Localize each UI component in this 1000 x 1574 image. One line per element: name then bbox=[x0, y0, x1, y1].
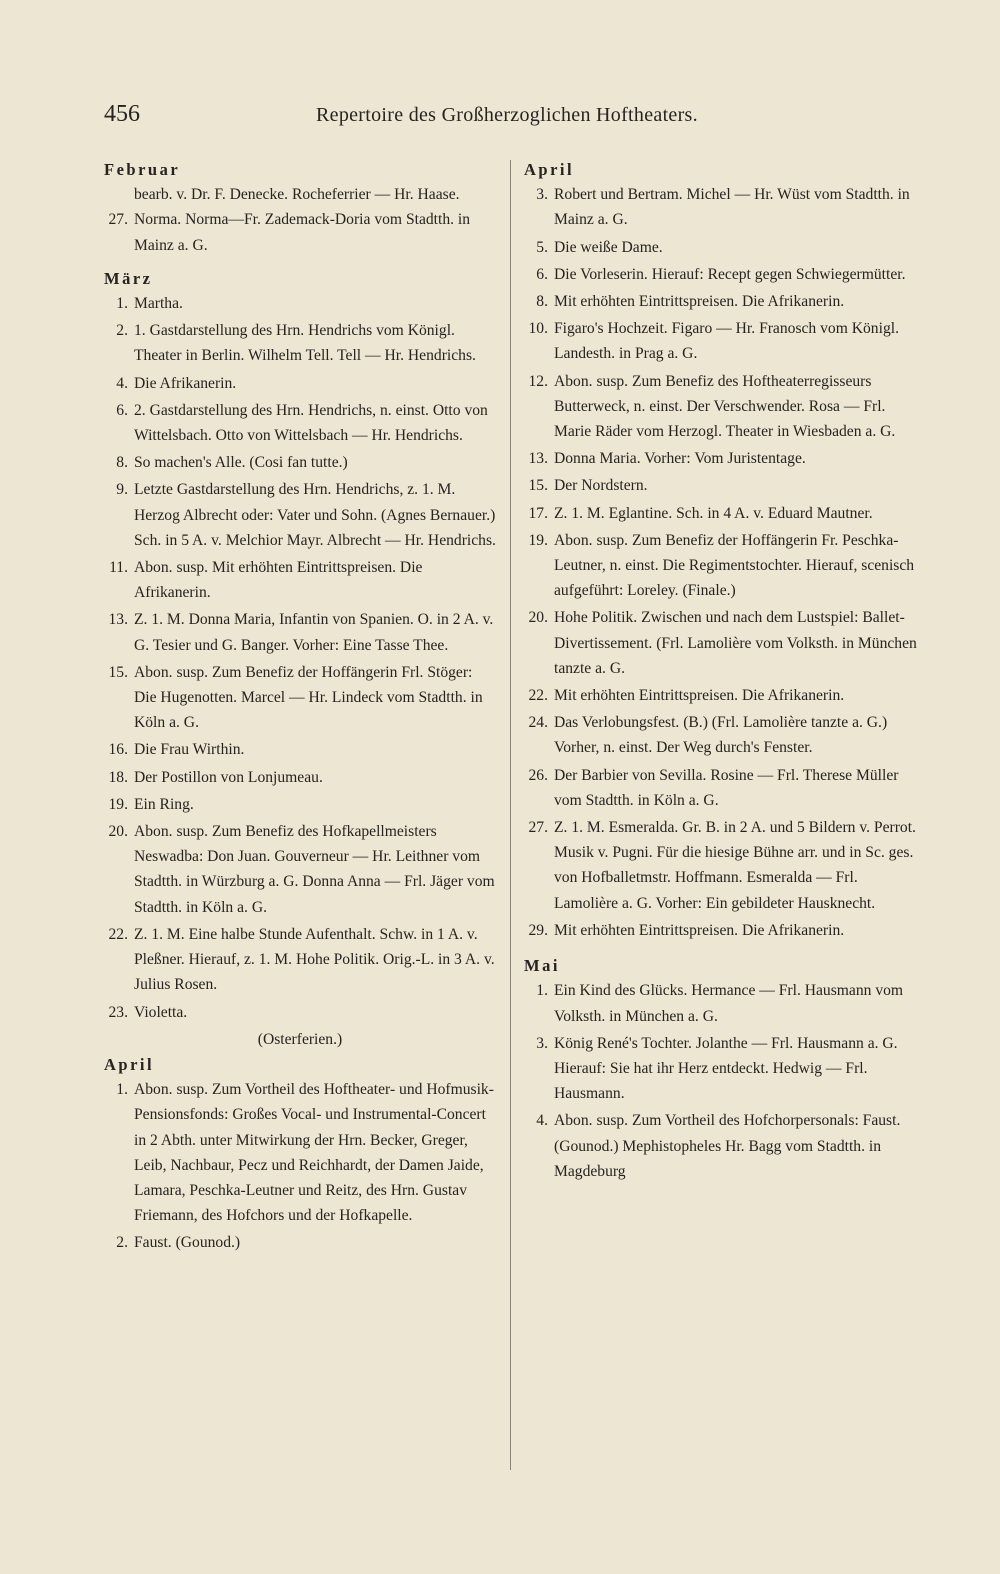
entry-date: 29. bbox=[528, 921, 548, 939]
entry-text: Ein Ring. bbox=[134, 795, 194, 813]
list-item bbox=[104, 398, 496, 448]
list-item bbox=[104, 607, 496, 657]
entry-text: Z. 1. M. Eine halbe Stunde Aufenthalt. Schw. in 1 A. v. Pleßner. Hierauf, z. 1. M. Hohe Politik. Orig.-L. in 3 A. v. Julius Rosen. bbox=[134, 925, 495, 994]
entry-date: 13. bbox=[528, 450, 548, 468]
entry-text: Abon. susp. Zum Benefiz des Hoftheaterregisseurs Butterweck, n. einst. Der Verschwender. Rosa — Frl. Marie Räder vom Herzogl. Theater in Wiesbaden a. G. bbox=[554, 372, 896, 441]
entry-date: 2. bbox=[116, 322, 128, 340]
entry-text: König René's Tochter. Jolanthe — Frl. Hausmann a. G. Hierauf: Sie hat ihr Herz entdeckt. Hedwig — Frl. Hausmann. bbox=[554, 1034, 898, 1103]
entry-date: 24. bbox=[528, 714, 548, 732]
list-item bbox=[524, 182, 919, 232]
entry-text: Z. 1. M. Esmeralda. Gr. B. in 2 A. und 5 Bildern v. Perrot. Musik v. Pugni. Für die hiesige Bühne arr. und in Sc. ges. von Hofballetmstr. Hoffmann. Esmeralda — Frl. Lamolière a. G. Vorher: Ein gebildeter Hausknecht. bbox=[554, 819, 916, 912]
list-item bbox=[524, 1108, 919, 1184]
entry-date: 10. bbox=[528, 320, 548, 338]
list-item bbox=[524, 815, 919, 916]
entry-text: Violetta. bbox=[134, 1003, 188, 1021]
entry-date: 27. bbox=[528, 819, 548, 837]
list-item bbox=[524, 978, 919, 1028]
entry-text: Mit erhöhten Eintrittspreisen. Die Afrikanerin. bbox=[554, 687, 845, 705]
entry-text: Abon. susp. Zum Vortheil des Hofchorpersonals: Faust. (Gounod.) Mephistopheles Hr. Bagg vom Stadtth. in Magdeburg bbox=[554, 1112, 901, 1180]
right-column bbox=[524, 157, 919, 1186]
list-item bbox=[524, 528, 919, 604]
entry-date: 9. bbox=[116, 481, 128, 499]
list-item bbox=[104, 555, 496, 605]
entry-text: Faust. (Gounod.) bbox=[134, 1234, 241, 1252]
entry-date: 12. bbox=[528, 372, 548, 390]
list-item bbox=[524, 446, 919, 471]
osterferien-note: (Osterferien.) bbox=[257, 1030, 343, 1048]
list-item bbox=[524, 473, 919, 498]
month-heading-februar: Februar bbox=[104, 160, 181, 179]
entry-text: Das Verlobungsfest. (B.) (Frl. Lamolière tanzte a. G.) Vorher, n. einst. Der Weg durch's Fenster. bbox=[554, 714, 888, 757]
list-item bbox=[104, 477, 496, 553]
entry-date: 18. bbox=[108, 768, 128, 786]
month-heading-april-cont: April bbox=[524, 160, 575, 179]
entry-date: 4. bbox=[536, 1112, 548, 1130]
entry-date: 4. bbox=[116, 374, 128, 392]
entry-text: Der Nordstern. bbox=[554, 477, 648, 495]
april-list-left bbox=[104, 1077, 496, 1255]
list-item bbox=[524, 235, 919, 260]
entry-date: 16. bbox=[108, 741, 128, 759]
list-item bbox=[104, 819, 496, 920]
entry-text: 2. Gastdarstellung des Hrn. Hendrichs, n. einst. Otto von Wittelsbach. Otto von Wittelsbach — Hr. Hendrichs. bbox=[134, 401, 488, 445]
list-item bbox=[104, 450, 496, 475]
entry-text: Donna Maria. Vorher: Vom Juristentage. bbox=[554, 450, 806, 468]
entry-text: Mit erhöhten Eintrittspreisen. Die Afrikanerin. bbox=[554, 293, 845, 311]
entry-date: 1. bbox=[116, 1081, 128, 1099]
entry-date: 19. bbox=[528, 531, 548, 549]
column-divider bbox=[510, 160, 511, 1470]
entry-date: 15. bbox=[108, 663, 128, 681]
entry-text: Abon. susp. Zum Benefiz der Hoffängerin Frl. Stöger: Die Hugenotten. Marcel — Hr. Lindeck vom Stadtth. in Köln a. G. bbox=[134, 663, 483, 732]
entry-text: Mit erhöhten Eintrittspreisen. Die Afrikanerin. bbox=[554, 921, 845, 939]
entry-text: Die Frau Wirthin. bbox=[134, 741, 245, 759]
entry-date: 6. bbox=[536, 265, 548, 283]
list-item bbox=[104, 291, 496, 316]
entry-text: Letzte Gastdarstellung des Hrn. Hendrichs, z. 1. M. Herzog Albrecht oder: Vater und Sohn. (Agnes Bernauer.) Sch. in 5 A. v. Melchior Mayr. Albrecht — Hr. Hendrichs. bbox=[134, 481, 496, 549]
entry-text: Abon. susp. Mit erhöhten Eintrittspreisen. Die Afrikanerin. bbox=[134, 559, 423, 602]
list-item bbox=[104, 371, 496, 396]
entry-date: 3. bbox=[536, 186, 548, 204]
entry-text: Robert und Bertram. Michel — Hr. Wüst vom Stadtth. in Mainz a. G. bbox=[554, 186, 910, 229]
entry-text: Z. 1. M. Eglantine. Sch. in 4 A. v. Eduard Mautner. bbox=[554, 504, 873, 522]
list-item bbox=[524, 316, 919, 366]
entry-text: 1. Gastdarstellung des Hrn. Hendrichs vom Königl. Theater in Berlin. Wilhelm Tell. Tell — Hr. Hendrichs. bbox=[134, 322, 476, 365]
entry-text: Ein Kind des Glücks. Hermance — Frl. Hausmann vom Volksth. in München a. G. bbox=[554, 982, 904, 1025]
entry-text: Die Vorleserin. Hierauf: Recept gegen Schwiegermütter. bbox=[554, 265, 906, 283]
entry-date: 1. bbox=[116, 295, 128, 313]
list-item bbox=[524, 262, 919, 287]
maerz-list bbox=[104, 291, 496, 1025]
entry-date: 11. bbox=[109, 559, 128, 577]
list-item bbox=[104, 660, 496, 736]
month-heading-mai: Mai bbox=[524, 956, 560, 976]
continued-text: bearb. v. Dr. F. Denecke. Rocheferrier — Hr. Haase. bbox=[134, 186, 460, 204]
list-item bbox=[104, 737, 496, 762]
entry-date: 20. bbox=[108, 823, 128, 841]
entry-date: 8. bbox=[536, 293, 548, 311]
list-item bbox=[524, 501, 919, 526]
entry-date: 22. bbox=[528, 687, 548, 705]
list-item bbox=[524, 683, 919, 708]
list-item bbox=[524, 763, 919, 813]
entry-date: 6. bbox=[116, 401, 128, 419]
list-item bbox=[524, 918, 919, 943]
entry-text: Die Afrikanerin. bbox=[134, 374, 237, 392]
entry-text: So machen's Alle. (Cosi fan tutte.) bbox=[134, 454, 348, 472]
entry-text: Der Postillon von Lonjumeau. bbox=[134, 768, 323, 786]
entry-text: Norma. Norma—Fr. Zademack-Doria vom Stadtth. in Mainz a. G. bbox=[134, 211, 471, 254]
entry-date: 1. bbox=[536, 982, 548, 1000]
entry-text: Der Barbier von Sevilla. Rosine — Frl. Therese Müller vom Stadtth. in Köln a. G. bbox=[554, 766, 899, 809]
list-item bbox=[104, 1000, 496, 1025]
entry-text: Die weiße Dame. bbox=[554, 238, 663, 256]
left-column bbox=[104, 157, 496, 1258]
entry-date: 8. bbox=[116, 454, 128, 472]
list-item bbox=[524, 1031, 919, 1107]
list-item bbox=[104, 207, 496, 257]
list-item bbox=[524, 605, 919, 681]
page-number: 456 bbox=[104, 101, 140, 127]
entry-text: Z. 1. M. Donna Maria, Infantin von Spanien. O. in 2 A. v. G. Tesier und G. Banger. Vorher: Eine Tasse Thee. bbox=[134, 611, 494, 654]
entry-date: 26. bbox=[528, 766, 548, 784]
entry-date: 2. bbox=[116, 1234, 128, 1252]
entry-text: Abon. susp. Zum Vortheil des Hoftheater- und Hofmusik-Pensionsfonds: Großes Vocal- und Instrumental-Concert in 2 Abth. unter Mitwirkung der Hrn. Becker, Greger, Leib, Nachbaur, Pecz und Reichhardt, der Damen Jaide, Lamara, Peschka-Leutner und Reitz, des Hrn. Gustav Friemann, des Hofchors und der Hofkapelle. bbox=[134, 1081, 494, 1225]
entry-text: Figaro's Hochzeit. Figaro — Hr. Franosch vom Königl. Landesth. in Prag a. G. bbox=[554, 320, 899, 363]
entry-date: 27. bbox=[108, 211, 128, 229]
mai-list bbox=[524, 978, 919, 1184]
list-item bbox=[524, 369, 919, 445]
list-item bbox=[104, 922, 496, 998]
entry-text: Hohe Politik. Zwischen und nach dem Lustspiel: Ballet-Divertissement. (Frl. Lamolière vom Volksth. in München tanzte a. G. bbox=[554, 609, 917, 677]
list-item bbox=[104, 765, 496, 790]
list-item bbox=[104, 318, 496, 368]
entry-text: Abon. susp. Zum Benefiz des Hofkapellmeisters Neswadba: Don Juan. Gouverneur — Hr. Leithner vom Stadtth. in Würzburg a. G. Donna Anna — Frl. Jäger vom Stadtth. in Köln a. G. bbox=[134, 823, 495, 916]
entry-date: 5. bbox=[536, 238, 548, 256]
entry-text: Abon. susp. Zum Benefiz der Hoffängerin Fr. Peschka-Leutner, n. einst. Die Regimentstochter. Hierauf, scenisch aufgeführt: Loreley. (Finale.) bbox=[554, 531, 915, 600]
list-item bbox=[104, 792, 496, 817]
entry-date: 15. bbox=[528, 477, 548, 495]
entry-date: 13. bbox=[108, 611, 128, 629]
entry-date: 22. bbox=[108, 925, 128, 943]
list-item bbox=[524, 289, 919, 314]
list-item bbox=[104, 1230, 496, 1255]
month-heading-april: April bbox=[104, 1054, 155, 1074]
running-title: Repertoire des Großherzoglichen Hoftheaters. bbox=[316, 104, 698, 126]
entry-date: 19. bbox=[108, 795, 128, 813]
month-heading-maerz: März bbox=[104, 268, 153, 288]
april-list-right bbox=[524, 182, 919, 943]
list-item bbox=[104, 1077, 496, 1228]
entry-date: 17. bbox=[528, 504, 548, 522]
entry-date: 3. bbox=[536, 1034, 548, 1052]
entry-date: 23. bbox=[108, 1003, 128, 1021]
list-item bbox=[524, 710, 919, 760]
entry-text: Martha. bbox=[134, 295, 183, 313]
entry-date: 20. bbox=[528, 609, 548, 627]
